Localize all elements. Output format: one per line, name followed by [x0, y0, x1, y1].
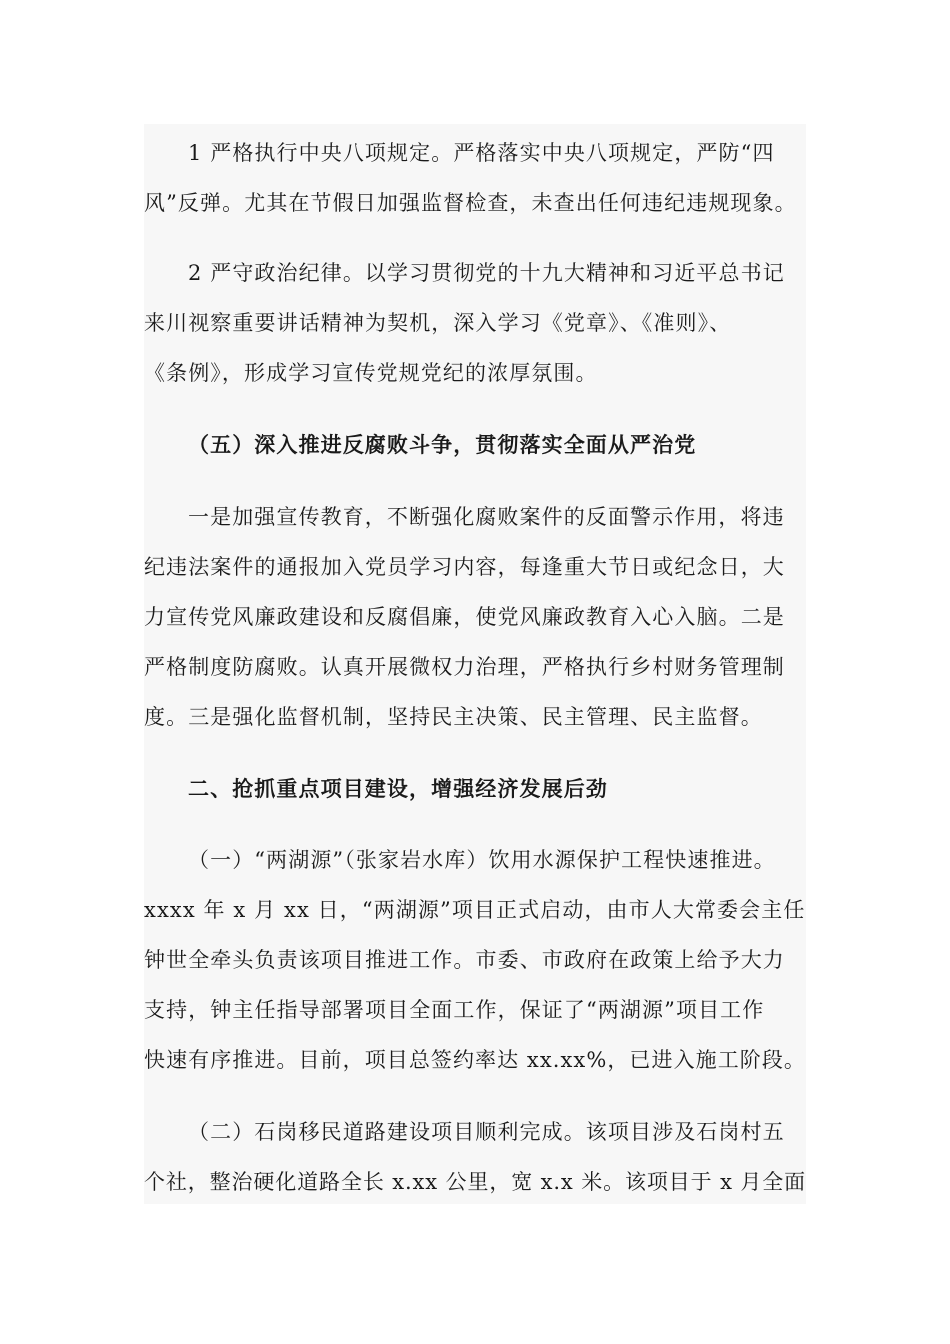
- paragraph-eight-rules: [144, 128, 806, 228]
- text-line: 个社，整治硬化道路全长 x.xx 公里，宽 x.x 米。该项目于 x 月全面: [144, 1170, 806, 1194]
- paragraph-water-source-project: [144, 835, 806, 1085]
- text-line: 快速有序推进。目前，项目总签约率达 xx.xx%，已进入施工阶段。: [144, 1048, 806, 1072]
- heading-line: （五）深入推进反腐败斗争，贯彻落实全面从严治党: [188, 432, 697, 457]
- document-page: [144, 124, 806, 1204]
- text-line: 2 严守政治纪律。以学习贯彻党的十九大精神和习近平总书记: [188, 261, 785, 285]
- paragraph-political-discipline: [144, 248, 806, 398]
- text-line: 钟世全牵头负责该项目推进工作。市委、市政府在政策上给予大力: [144, 948, 785, 972]
- text-line: （一）“两湖源”（张家岩水库）饮用水源保护工程快速推进。: [188, 848, 776, 872]
- text-line: 来川视察重要讲话精神为契机，深入学习《党章》、《准则》、: [144, 311, 732, 335]
- text-line: 1 严格执行中央八项规定。严格落实中央八项规定，严防“四: [188, 141, 775, 165]
- text-line: 力宣传党风廉政建设和反腐倡廉，使党风廉政教育入心入脑。二是: [144, 605, 785, 629]
- text-line: xxxx 年 x 月 xx 日，“两湖源”项目正式启动，由市人大常委会主任: [144, 898, 806, 922]
- text-line: 风”反弹。尤其在节假日加强监督检查，未查出任何违纪违规现象。: [144, 191, 797, 215]
- heading-line: 二、抢抓重点项目建设，增强经济发展后劲: [188, 776, 608, 801]
- section-heading-key-projects: [144, 764, 806, 814]
- text-line: 度。三是强化监督机制，坚持民主决策、民主管理、民主监督。: [144, 705, 763, 729]
- section-heading-anti-corruption: [144, 420, 806, 470]
- text-line: 《条例》，形成学习宣传党规党纪的浓厚氛围。: [144, 361, 598, 385]
- text-line: 严格制度防腐败。认真开展微权力治理，严格执行乡村财务管理制: [144, 655, 785, 679]
- text-line: 支持，钟主任指导部署项目全面工作，保证了“两湖源”项目工作: [144, 998, 765, 1022]
- text-line: 一是加强宣传教育，不断强化腐败案件的反面警示作用，将违: [188, 505, 785, 529]
- paragraph-road-project: [144, 1107, 806, 1207]
- text-line: 纪违法案件的通报加入党员学习内容，每逢重大节日或纪念日，大: [144, 555, 785, 579]
- text-line: （二）石岗移民道路建设项目顺利完成。该项目涉及石岗村五: [188, 1120, 785, 1144]
- paragraph-anti-corruption-measures: [144, 492, 806, 742]
